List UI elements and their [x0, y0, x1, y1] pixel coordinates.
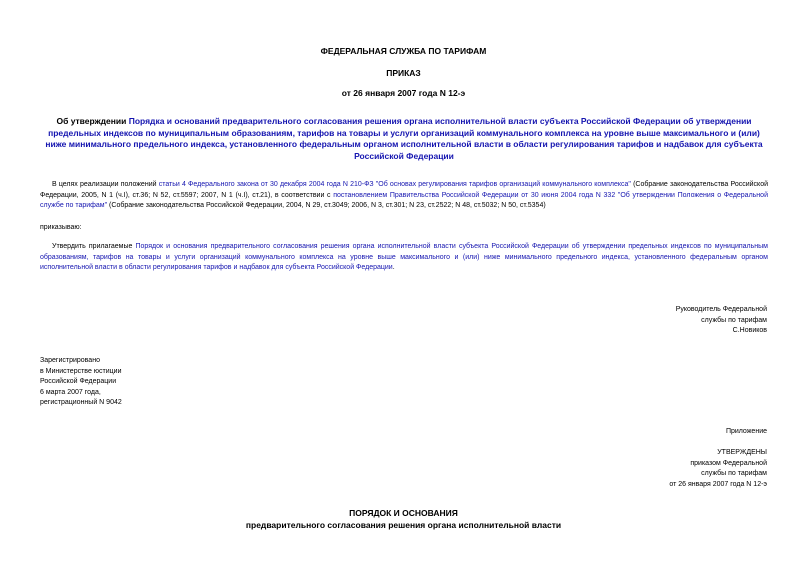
registration-line-5: регистрационный N 9042	[40, 399, 122, 406]
title-prefix: Об утверждении	[56, 116, 129, 126]
signature-block	[676, 305, 767, 337]
registration-line-4: 6 марта 2007 года,	[40, 388, 101, 396]
appendix-label: Приложение	[725, 428, 767, 435]
appendix-approved: УТВЕРЖДЕНЫ	[717, 449, 767, 456]
appendix-approval-block	[669, 448, 767, 490]
appendix-line-3: службы по тарифам	[701, 470, 767, 477]
document-date-number: от 26 января 2007 года N 12-э	[341, 88, 466, 98]
signature-name: С.Новиков	[732, 327, 767, 334]
appendix-line-2: приказом Федеральной	[690, 459, 767, 467]
document-type: ПРИКАЗ	[386, 68, 421, 78]
preamble-text-1: (Собрание законодательства Российской Федерации, 2005, N 1 (ч.I), ст.36; N 52, ст.5597; 2007, N 1 (ч.I), ст.21), в соответствии с	[40, 181, 768, 199]
registration-line-1: Зарегистрировано	[40, 357, 100, 364]
resolution-intro: Утвердить прилагаемые	[52, 243, 136, 250]
registration-block	[40, 356, 122, 409]
preamble-text-2: (Собрание законодательства Российской Федерации, 2004, N 29, ст.3049; 2006, N 3, ст.301; N 23, ст.2522; N 48, ст.5032; N 50, ст.5354)	[107, 202, 546, 209]
annex-subheading: предварительного согласования решения органа исполнительной власти	[245, 520, 562, 530]
resolution-link[interactable]: Порядок и основания предварительного согласования решения органа исполнительной власти субъекта Российской Федерации об утверждении предельных индексов по муниципальным образованиям, тарифов на товары и услуги организаций коммунального комплекса на уровне выше максимального и (или) ниже минимального предельного индекса, установленного федеральным органом исполнительной власти в области регулирования тарифов и надбавок для субъекта Российской Федерации	[40, 243, 768, 271]
order-title	[40, 116, 768, 162]
preamble-intro: В целях реализации положений	[52, 181, 159, 188]
preamble-paragraph	[40, 180, 768, 212]
registration-line-2: в Министерстве юстиции	[40, 367, 122, 375]
annex-heading: ПОРЯДОК И ОСНОВАНИЯ	[349, 508, 458, 518]
preamble-decree-link[interactable]: постановлением Правительства Российской Федерации от 30 июня 2004 года N 332 "Об утверждении Положения о Федеральной службе по тарифам"	[40, 191, 768, 209]
registration-line-3: Российской Федерации	[40, 378, 117, 385]
preamble-law-link[interactable]: статьи 4 Федерального закона от 30 декабря 2004 года N 210-ФЗ "Об основах регулирования тарифов организаций коммунального комплекса"	[158, 181, 631, 188]
agency-name: ФЕДЕРАЛЬНАЯ СЛУЖБА ПО ТАРИФАМ	[320, 46, 487, 56]
signature-position-1: Руководитель Федеральной	[675, 306, 767, 313]
resolution-paragraph	[40, 242, 768, 274]
title-link[interactable]: Порядка и оснований предварительного согласования решения органа исполнительной власти субъекта Российской Федерации об утверждении предельных индексов по муниципальным образованиям, тарифов на товары и услуги организаций коммунального комплекса на уровне выше максимального и (или) ниже минимального предельного индекса, установленного федеральным органом исполнительной власти в области регулирования тарифов и надбавок для субъекта Российской Федерации	[45, 116, 763, 161]
signature-position-2: службы по тарифам	[701, 316, 767, 324]
appendix-line-4: от 26 января 2007 года N 12-э	[669, 480, 767, 488]
resolution-end: .	[392, 264, 395, 271]
order-word: приказываю:	[40, 224, 82, 231]
